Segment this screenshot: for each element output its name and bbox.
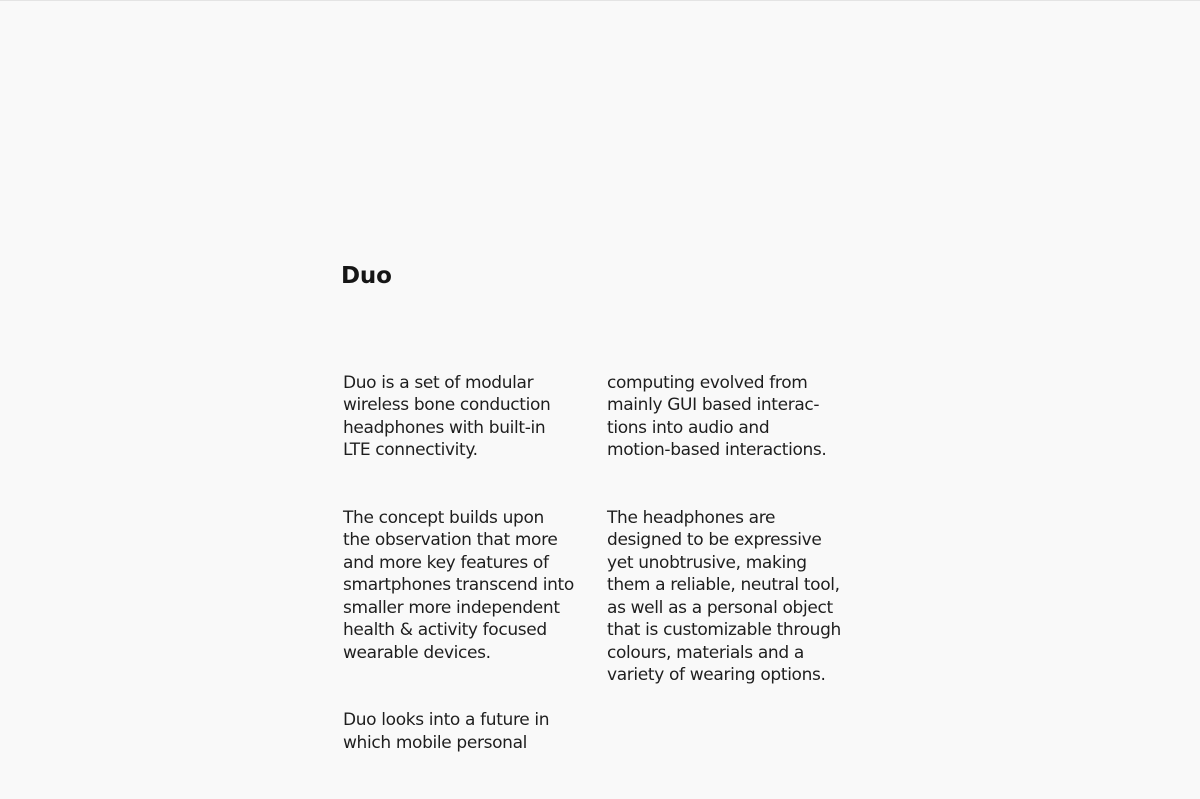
paragraph-concept: The concept builds upon the observation that more and more key features of smartphones transcend into smaller more independent health & activity focused wearable devices.	[343, 507, 574, 663]
text-column-right	[607, 349, 869, 732]
page-title: Duo	[341, 263, 392, 289]
paragraph-future: Duo looks into a future in which mobile personal	[343, 710, 550, 753]
paragraph-intro: Duo is a set of modular wireless bone conduction headphones with built-in LTE connectivity.	[343, 372, 551, 460]
paragraph-future-continued: computing evolved from mainly GUI based interac- tions into audio and motion-based interactions.	[607, 372, 827, 460]
paragraph-design: The headphones are designed to be expressive yet unobtrusive, making them a reliable, neutral tool, as well as a personal object that is customizable through colours, materials and a variety of wearing options.	[607, 507, 841, 685]
text-column-left	[343, 349, 601, 799]
top-divider	[0, 0, 1200, 1]
